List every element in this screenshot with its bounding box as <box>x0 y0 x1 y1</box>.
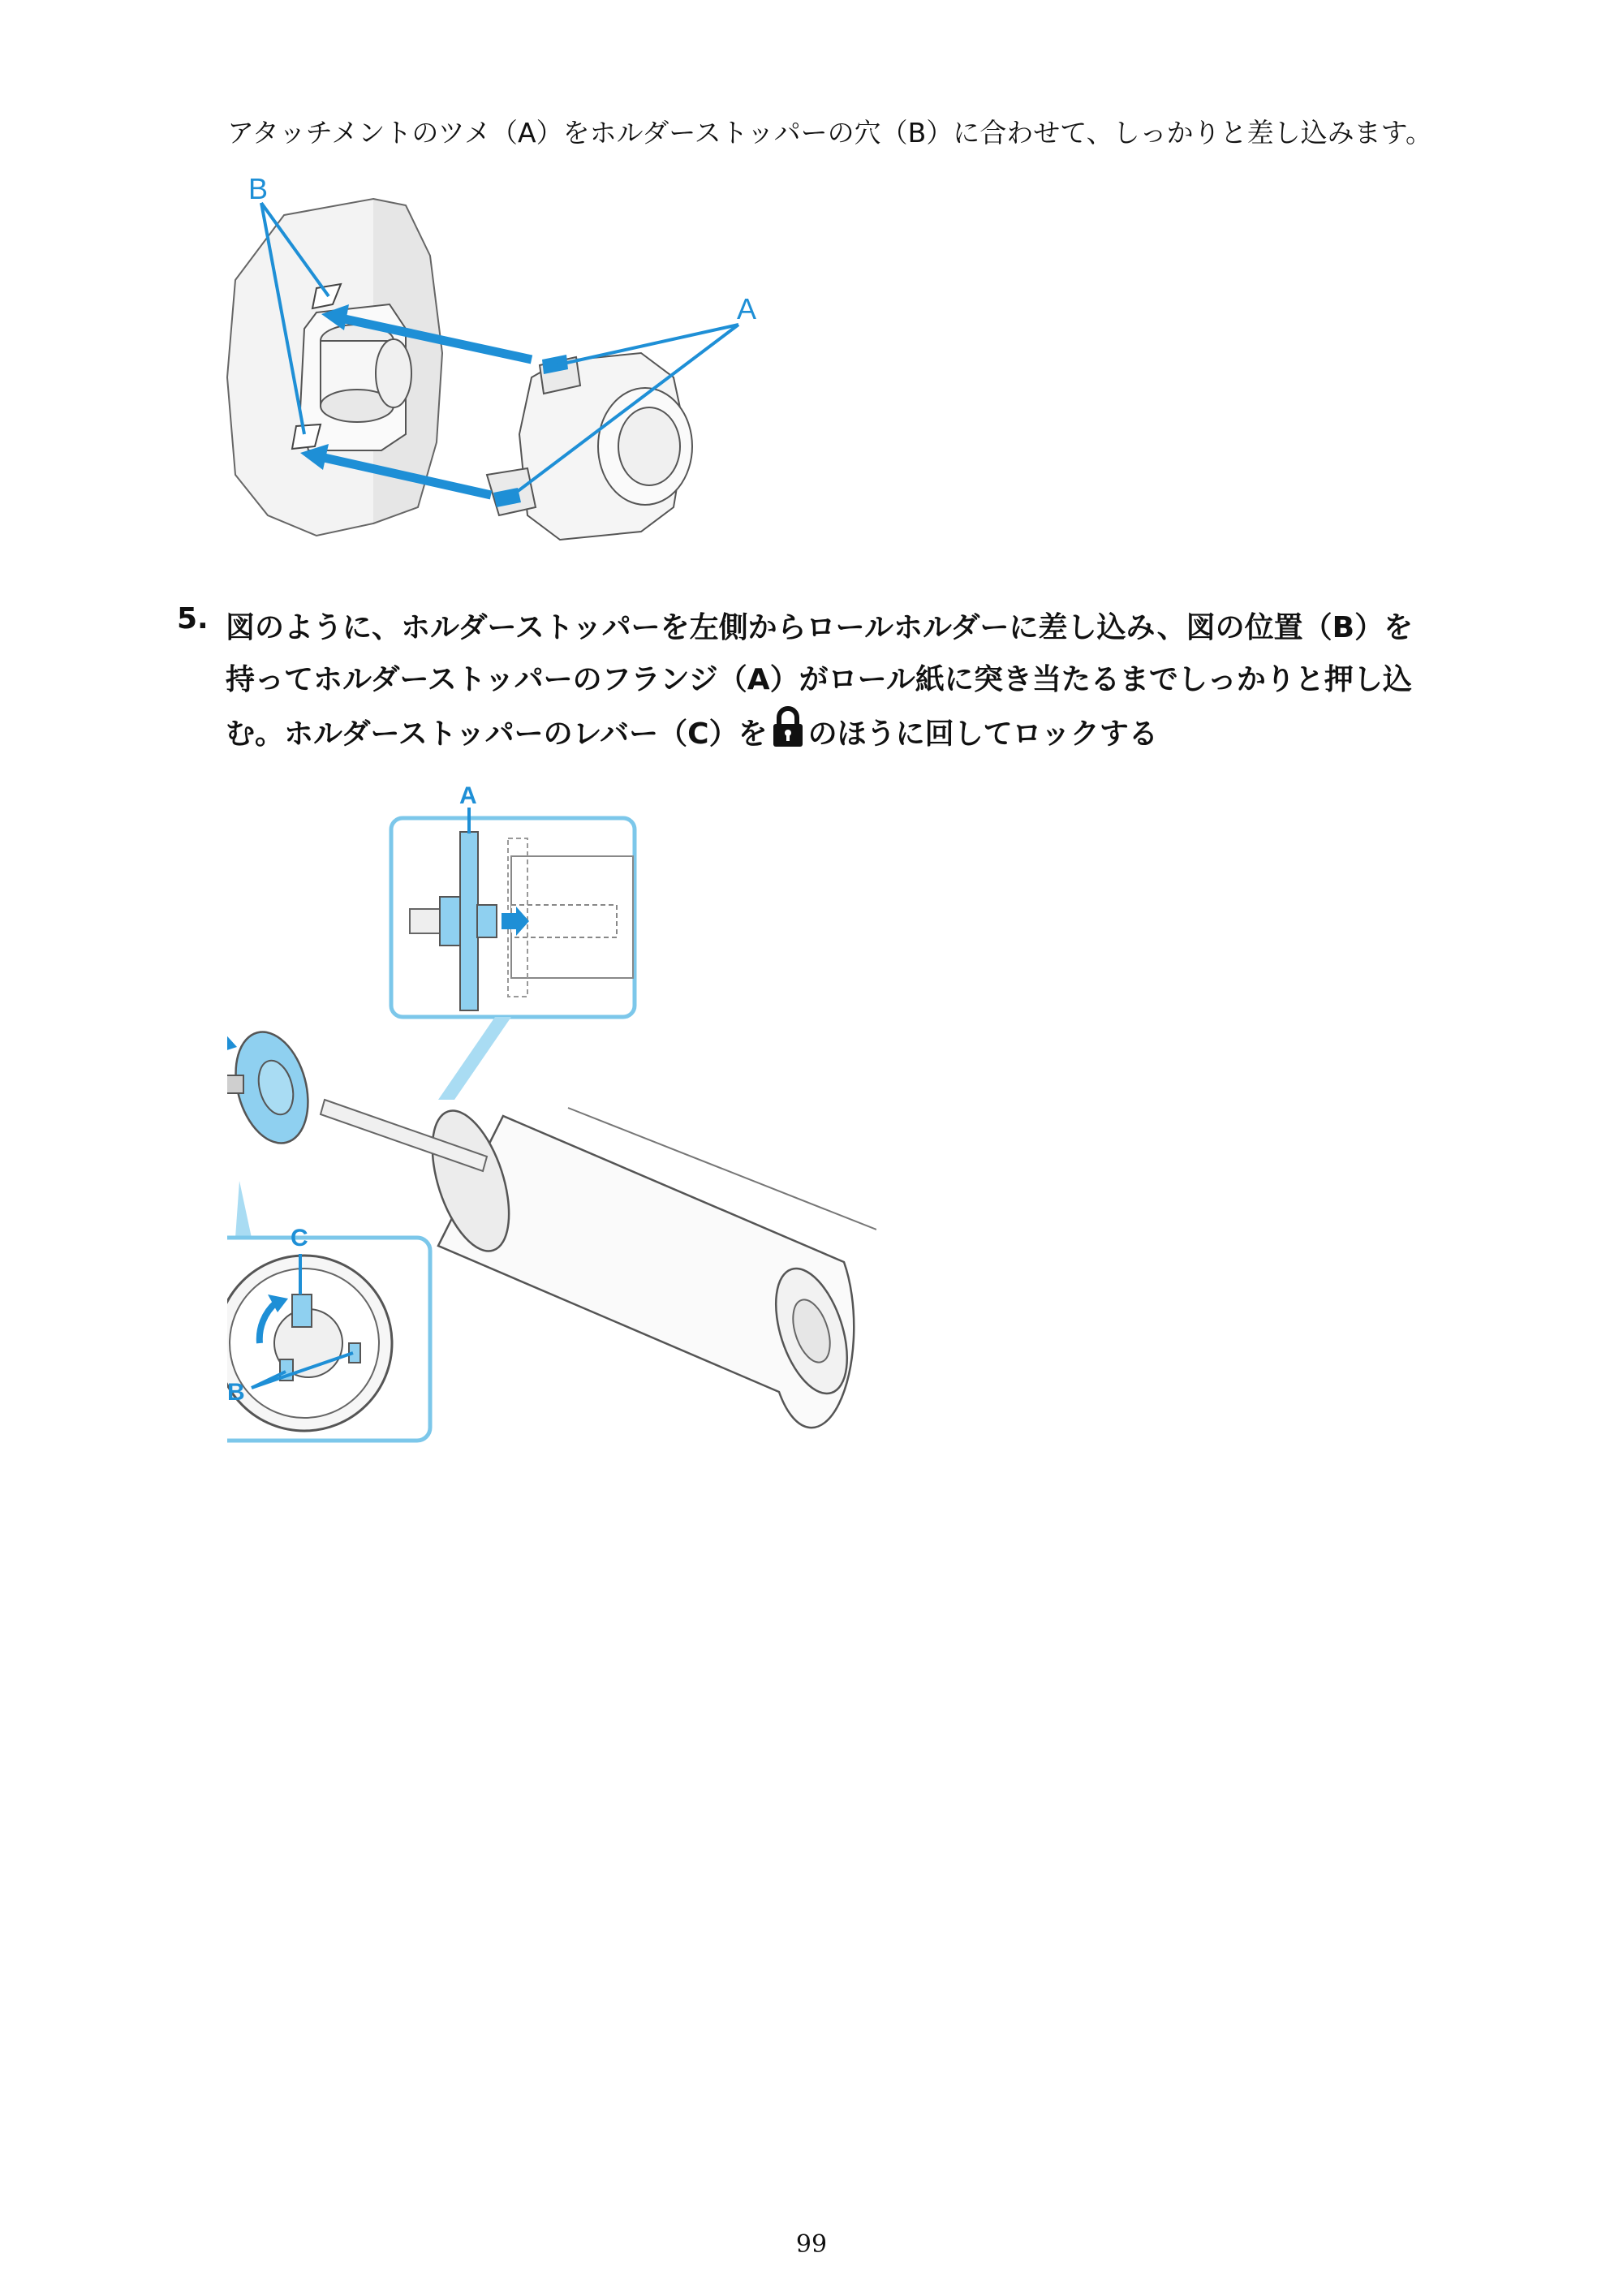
step-number: 5. <box>177 602 209 635</box>
step-line-3-after: のほうに回してロックする <box>807 717 1158 751</box>
step-line-3-before: む。ホルダーストッパーのレバー（C）を <box>226 717 768 751</box>
intro-paragraph: アタッチメントのツメ（A）をホルダーストッパーの穴（B）に合わせて、しっかりと差し込みます。 <box>227 117 1433 149</box>
figure2-label-c: C <box>291 1225 308 1251</box>
page-number: 99 <box>795 2230 828 2259</box>
step-line-1: 図のように、ホルダーストッパーを左側からロールホルダーに差し込み、図の位置（B）を <box>226 611 1414 644</box>
attachment-illustration <box>219 166 771 548</box>
step-line-3 <box>226 706 1413 758</box>
figure2-label-a: A <box>459 782 477 809</box>
roll-holder-illustration <box>227 775 876 1465</box>
figure1-label-a: A <box>737 292 757 325</box>
step-line-2: 持ってホルダーストッパーのフランジ（A）がロール紙に突き当たるまでしっかりと押し込 <box>226 663 1412 696</box>
lock-icon <box>771 706 805 748</box>
figure1-label-b: B <box>248 172 269 205</box>
figure2-label-b: B <box>227 1379 245 1406</box>
